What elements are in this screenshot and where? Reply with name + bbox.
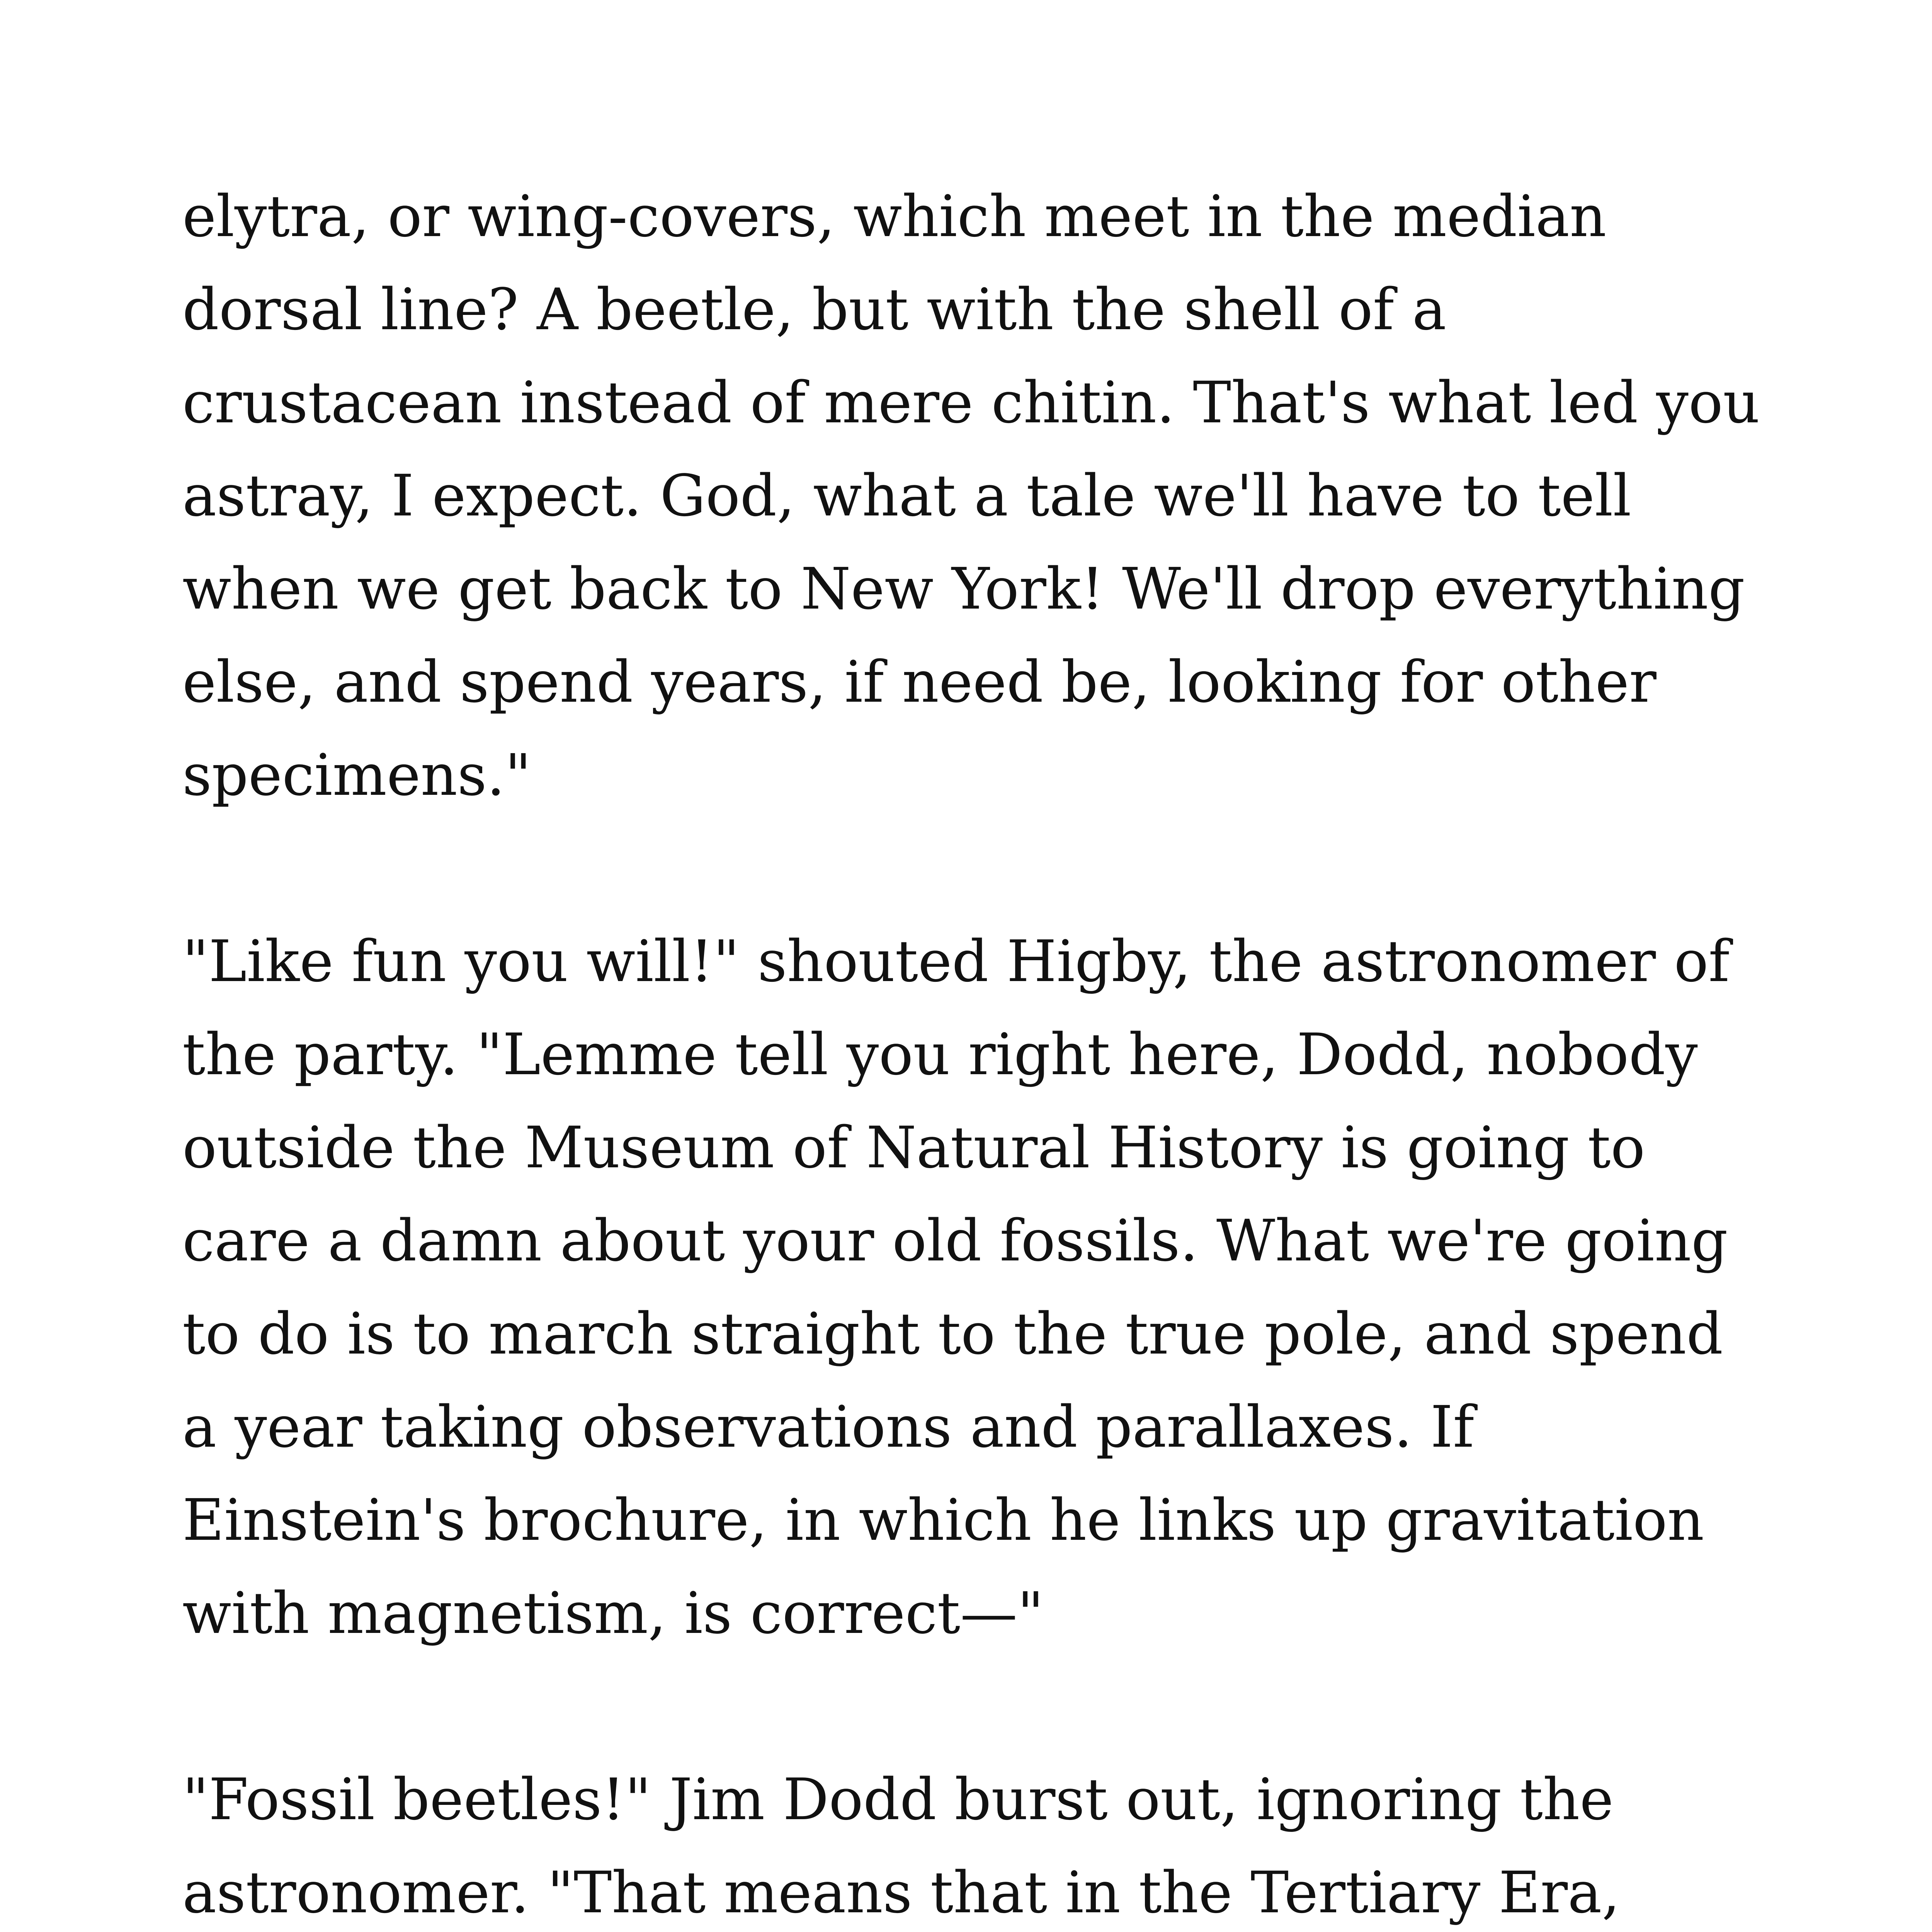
text-line: crustacean instead of mere chitin. That's what led you [182,369,1760,436]
text-line: when we get back to New York! We'll drop everything [182,556,1745,622]
text-line: else, and spend years, if need be, looking for other [182,649,1656,715]
text-line: elytra, or wing-covers, which meet in the median [182,183,1607,250]
text-line: astray, I expect. God, what a tale we'll have to tell [182,463,1631,529]
paragraph-spacer [182,1660,1817,1753]
paragraph-3 [182,1753,1817,1932]
text-line: specimens." [182,742,531,808]
text-line: care a damn about your old fossils. What we're going [182,1208,1728,1274]
body-text [182,170,1817,1932]
text-line: astronomer. "That means that in the Tertiary Era, [182,1859,1620,1926]
text-line: with magnetism, is correct—" [182,1580,1044,1646]
paragraph-2 [182,915,1817,1660]
text-line: outside the Museum of Natural History is going to [182,1114,1645,1181]
text-line: "Like fun you will!" shouted Higby, the astronomer of [182,928,1730,995]
text-line: dorsal line? A beetle, but with the shell of a [182,276,1447,343]
text-line: a year taking observations and parallaxes. If [182,1394,1475,1460]
paragraph-1 [182,170,1817,822]
text-line: to do is to march straight to the true pole, and spend [182,1301,1723,1367]
text-line: "Fossil beetles!" Jim Dodd burst out, ignoring the [182,1766,1614,1833]
paragraph-spacer [182,822,1817,915]
text-line: Einstein's brochure, in which he links up gravitation [182,1487,1704,1553]
text-line: the party. "Lemme tell you right here, Dodd, nobody [182,1021,1698,1088]
